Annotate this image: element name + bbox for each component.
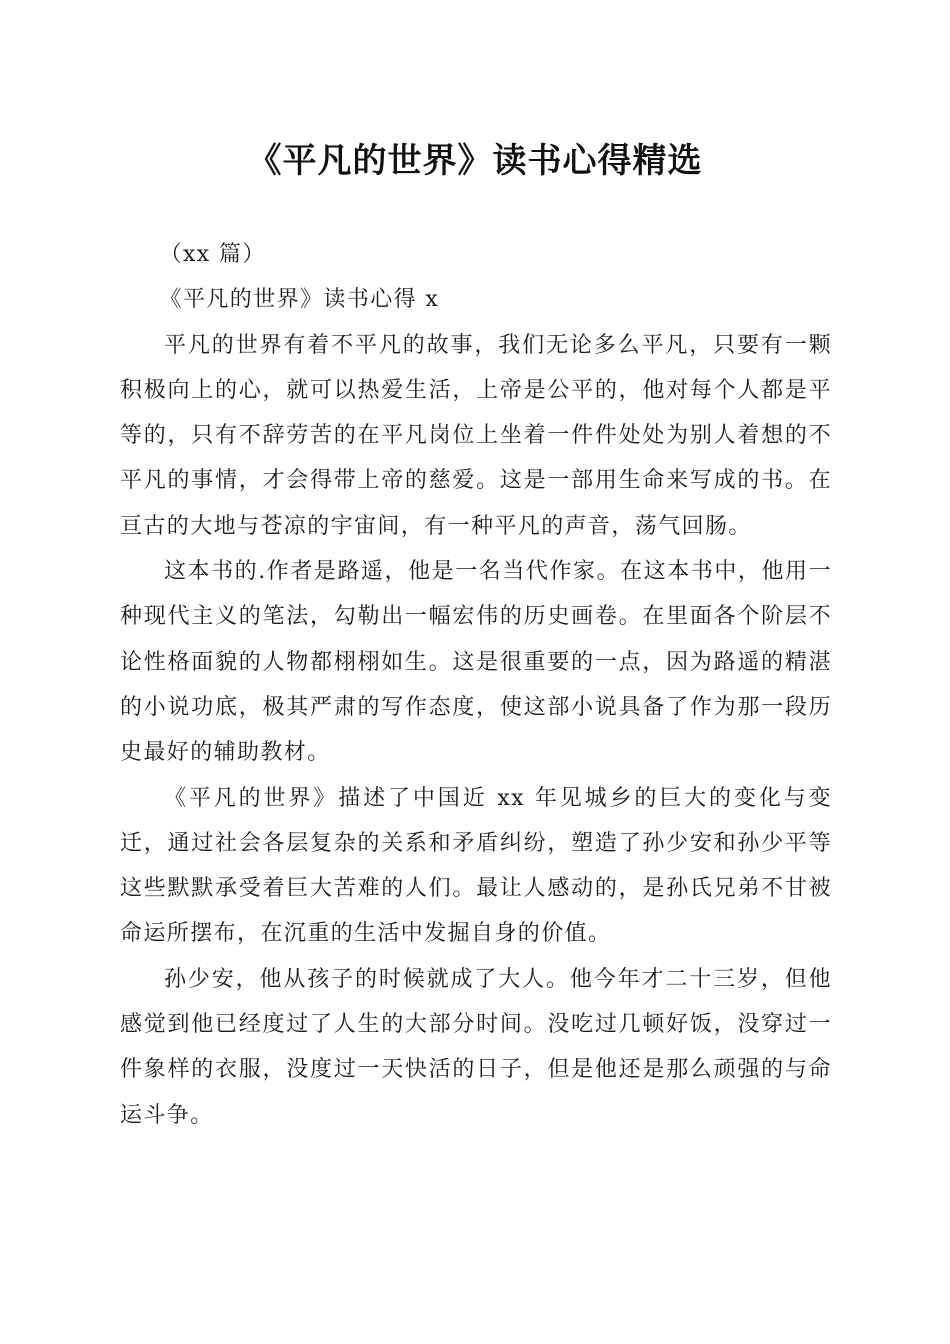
paragraph: 《平凡的世界》描述了中国近 xx 年见城乡的巨大的变化与变迁，通过社会各层复杂的关系和矛盾纠纷，塑造了孙少安和孙少平等这些默默承受着巨大苦难的人们。最让人感动的，是孙氏兄弟不甘被命运所摆布，在沉重的生活中发掘自身的价值。 (120, 785, 832, 947)
document-title: 《平凡的世界》读书心得精选 (247, 141, 703, 181)
document-subtitle: 《平凡的世界》读书心得 x (159, 287, 440, 313)
document-body (120, 232, 832, 1138)
section-label: （xx 篇） (159, 242, 266, 267)
paragraph: 孙少安，他从孩子的时候就成了大人。他今年才二十三岁，但他感觉到他已经度过了人生的大部分时间。没吃过几顿好饭，没穿过一件象样的衣服，没度过一天快活的日子，但是他还是那么顽强的与命运斗争。 (120, 966, 832, 1128)
paragraph: 这本书的.作者是路遥，他是一名当代作家。在这本书中，他用一种现代主义的笔法，勾勒出一幅宏伟的历史画卷。在里面各个阶层不论性格面貌的人物都栩栩如生。这是很重要的一点，因为路遥的精湛的小说功底，极其严肃的写作态度，使这部小说具备了作为那一段历史最好的辅助教材。 (120, 559, 832, 766)
paragraph: 平凡的世界有着不平凡的故事，我们无论多么平凡，只要有一颗积极向上的心，就可以热爱生活，上帝是公平的，他对每个人都是平等的，只有不辞劳苦的在平凡岗位上坐着一件件处处为别人着想的不平凡的事情，才会得带上帝的慈爱。这是一部用生命来写成的书。在亘古的大地与苍凉的宇宙间，有一种平凡的声音，荡气回肠。 (120, 332, 832, 539)
